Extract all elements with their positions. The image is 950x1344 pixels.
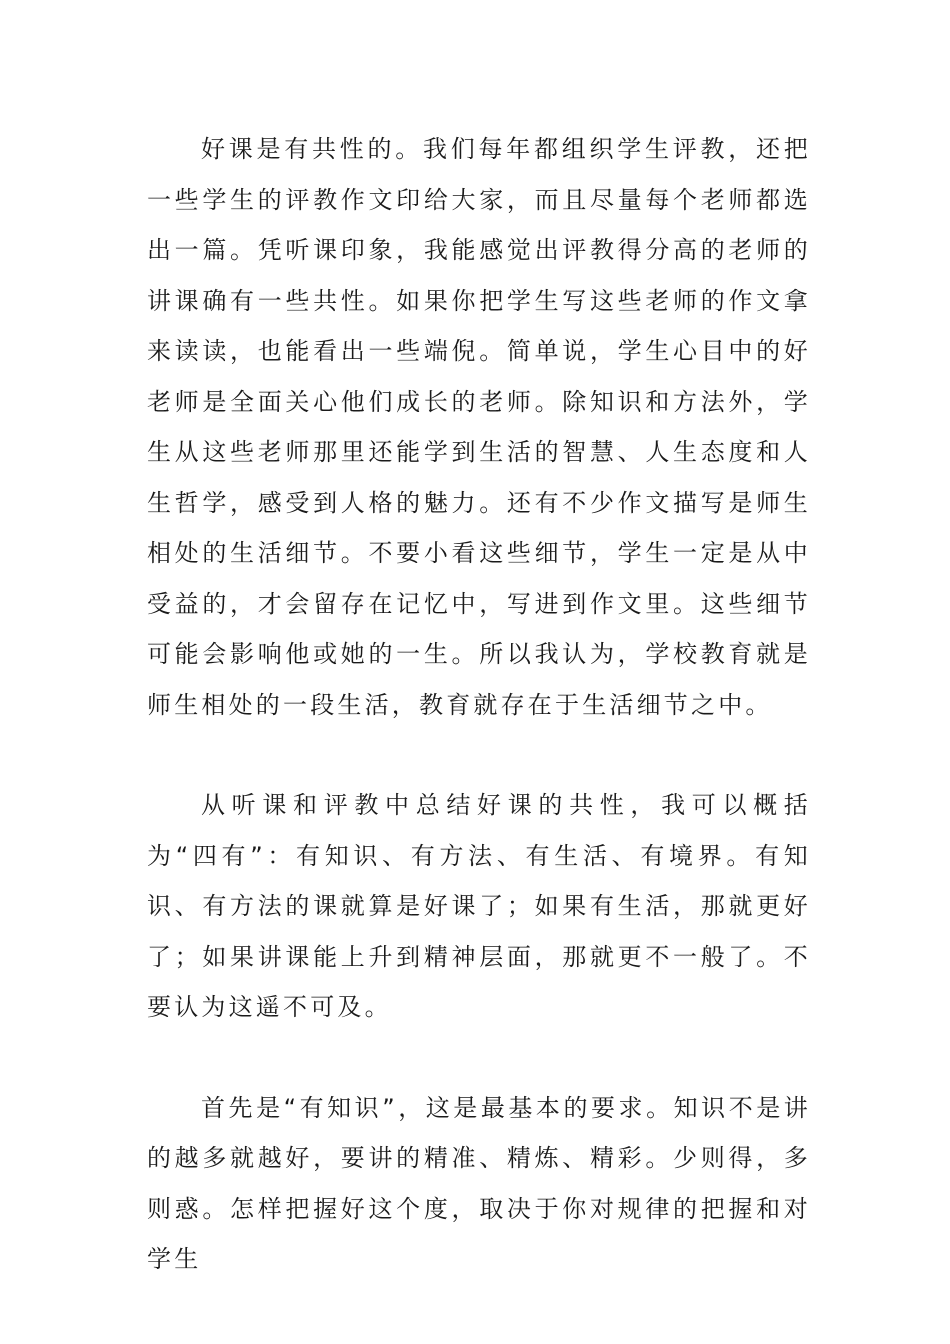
document-page [147, 124, 811, 1285]
paragraph-having-knowledge: 首先是“有知识”，这是最基本的要求。知识不是讲的越多就越好，要讲的精准、精炼、精彩。少则得，多则惑。怎样把握好这个度，取决于你对规律的把握和对学生 [147, 1093, 811, 1273]
paragraph-four-haves: 从听课和评教中总结好课的共性，我可以概括为“四有”：有知识、有方法、有生活、有境界。有知识、有方法的课就算是好课了；如果有生活，那就更好了；如果讲课能上升到精神层面，那就更不一般了。不要认为这遥不可及。 [147, 791, 811, 1021]
paragraph-good-lessons-commonality: 好课是有共性的。我们每年都组织学生评教，还把一些学生的评教作文印给大家，而且尽量每个老师都选出一篇。凭听课印象，我能感觉出评教得分高的老师的讲课确有一些共性。如果你把学生写这些老师的作文拿来读读，也能看出一些端倪。简单说，学生心目中的好老师是全面关心他们成长的老师。除知识和方法外，学生从这些老师那里还能学到生活的智慧、人生态度和人生哲学，感受到人格的魅力。还有不少作文描写是师生相处的生活细节。不要小看这些细节，学生一定是从中受益的，才会留存在记忆中，写进到作文里。这些细节可能会影响他或她的一生。所以我认为，学校教育就是师生相处的一段生活，教育就存在于生活细节之中。 [147, 135, 811, 719]
